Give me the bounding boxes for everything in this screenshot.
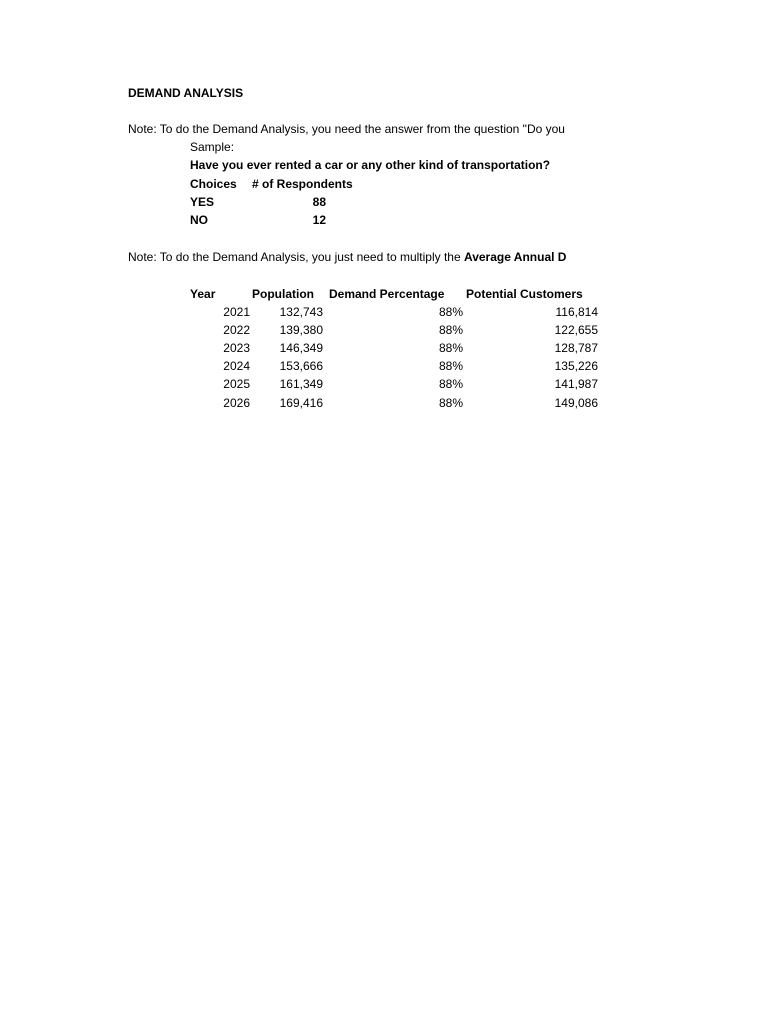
page-title: DEMAND ANALYSIS <box>128 86 244 100</box>
cell-demand-percentage: 88% <box>438 341 463 355</box>
cell-potential-customers: 141,987 <box>554 377 598 391</box>
col-header-year: Year <box>190 287 216 301</box>
choice-yes: YES <box>190 195 215 209</box>
col-header-potential-customers: Potential Customers <box>466 287 583 301</box>
cell-potential-customers: 149,086 <box>554 396 598 410</box>
cell-population: 132,743 <box>279 305 323 319</box>
respondents-yes: 88 <box>312 195 326 209</box>
col-header-demand-percentage: Demand Percentage <box>329 287 445 301</box>
cell-population: 169,416 <box>279 396 323 410</box>
note-multiply-text: Note: To do the Demand Analysis, you just need to multiply the <box>128 250 464 264</box>
cell-demand-percentage: 88% <box>438 323 463 337</box>
cell-potential-customers: 128,787 <box>554 341 598 355</box>
cell-year: 2021 <box>223 305 250 319</box>
choices-header: Choices <box>190 177 237 191</box>
note-multiply <box>128 250 604 264</box>
cell-demand-percentage: 88% <box>438 305 463 319</box>
note-demand-analysis: Note: To do the Demand Analysis, you need the answer from the question "Do you <box>128 122 565 136</box>
cell-demand-percentage: 88% <box>438 396 463 410</box>
cell-population: 153,666 <box>279 359 323 373</box>
cell-year: 2024 <box>223 359 250 373</box>
col-header-population: Population <box>252 287 314 301</box>
cell-potential-customers: 122,655 <box>554 323 598 337</box>
cell-demand-percentage: 88% <box>438 359 463 373</box>
note-multiply-bold: Average Annual D <box>463 250 567 264</box>
cell-demand-percentage: 88% <box>438 377 463 391</box>
cell-population: 146,349 <box>279 341 323 355</box>
cell-potential-customers: 135,226 <box>554 359 598 373</box>
choice-no: NO <box>190 213 208 227</box>
cell-year: 2023 <box>223 341 250 355</box>
cell-population: 139,380 <box>279 323 323 337</box>
cell-potential-customers: 116,814 <box>555 305 598 319</box>
sample-label: Sample: <box>190 140 235 154</box>
respondents-no: 12 <box>312 213 326 227</box>
survey-question: Have you ever rented a car or any other kind of transportation? <box>190 158 551 172</box>
cell-population: 161,349 <box>279 377 323 391</box>
cell-year: 2022 <box>223 323 250 337</box>
cell-year: 2025 <box>223 377 250 391</box>
respondents-header: # of Respondents <box>252 177 353 191</box>
cell-year: 2026 <box>223 396 250 410</box>
